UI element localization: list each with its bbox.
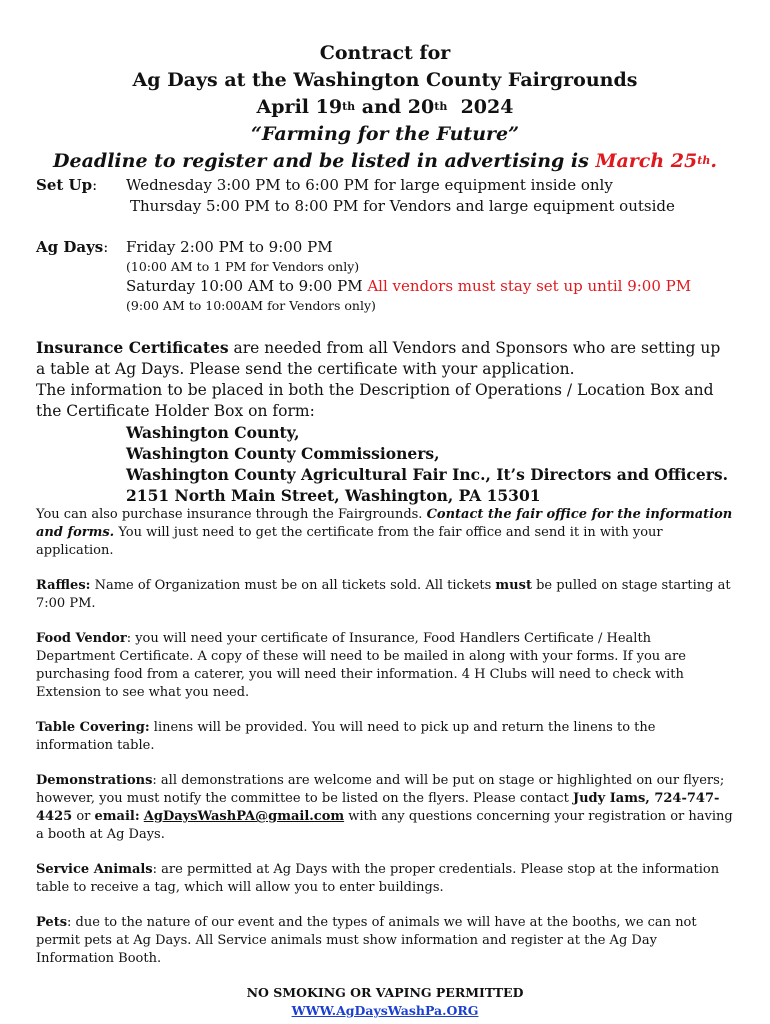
date-th-2: th: [434, 100, 448, 113]
footer: [36, 984, 734, 1020]
title-event-dates: [36, 94, 734, 121]
certificate-holder-address: [36, 422, 734, 506]
agdays-saturday: Saturday 10:00 AM to 9:00 PM All vendors must stay set up until 9:00 PM: [126, 277, 692, 295]
setup-section: [36, 175, 734, 217]
insurance-purchase: You can also purchase insurance through the Fairgrounds. Contact the fair office for the information and forms. You will just need to get the certificate from the fair office and send it in with your application.: [36, 507, 733, 558]
contact-person: Judy Iams, 724-747-4425: [36, 791, 720, 824]
address-line: Washington County Commissioners,: [126, 444, 440, 463]
vendor-warning: All vendors must stay set up until 9:00 PM: [367, 277, 692, 295]
raffles-section: Raffles: Name of Organization must be on all tickets sold. All tickets must be pulled on stage starting at 7:00 PM.: [36, 578, 731, 611]
agdays-saturday-note: (9:00 AM to 10:00AM for Vendors only): [126, 298, 376, 313]
insurance-text-1: Insurance Certificates are needed from all Vendors and Sponsors who are setting up a table at Ag Days. Please send the certificate with your application.: [36, 338, 721, 378]
deadline-line: [36, 148, 734, 175]
no-smoking-notice: NO SMOKING OR VAPING PERMITTED: [246, 985, 524, 1000]
website-link[interactable]: WWW.AgDaysWashPa.ORG: [291, 1003, 479, 1018]
event-theme: “Farming for the Future”: [250, 123, 520, 145]
address-line: Washington County Agricultural Fair Inc., It’s Directors and Officers.: [126, 465, 729, 484]
deadline-prefix: Deadline to register and be listed in advertising is: [53, 150, 596, 172]
setup-line-1: Wednesday 3:00 PM to 6:00 PM for large equipment inside only: [126, 176, 613, 194]
contact-email-link[interactable]: AgDaysWashPA@gmail.com: [143, 809, 345, 824]
date-year: 2024: [460, 96, 514, 118]
address-line: 2151 North Main Street, Washington, PA 15301: [126, 486, 541, 505]
agdays-friday-note: (10:00 AM to 1 PM for Vendors only): [126, 259, 360, 274]
agdays-friday: Friday 2:00 PM to 9:00 PM: [126, 238, 333, 256]
title-event-name: Ag Days at the Washington County Fairgrounds: [132, 69, 638, 91]
date-th-1: th: [342, 100, 356, 113]
agdays-section: [36, 237, 734, 315]
insurance-section: [36, 337, 734, 422]
deadline-date: March 25th.: [595, 150, 717, 172]
setup-label: Set Up:: [36, 176, 98, 194]
agdays-label: Ag Days:: [36, 238, 109, 256]
date-and: and 20: [355, 96, 435, 118]
demonstrations-section: Demonstrations: all demonstrations are welcome and will be put on stage or highlighted on our flyers; however, you must notify the committee to be listed on the flyers. Please contact Judy Iams, 724-747-4425 or email: AgDaysWashPA@gmail.com with any questions concerning your registration or having a booth at Ag Days.: [36, 773, 733, 842]
setup-line-2: Thursday 5:00 PM to 8:00 PM for Vendors and large equipment outside: [130, 197, 675, 215]
pets-section: Pets: due to the nature of our event and the types of animals we will have at the booths, we can not permit pets at Ag Days. All Service animals must show information and register at the Ag Day Information Booth.: [36, 915, 697, 966]
table-covering-section: Table Covering: linens will be provided. You will need to pick up and return the linens to the information table.: [36, 720, 656, 753]
insurance-text-2: The information to be placed in both the Description of Operations / Location Box and the Certificate Holder Box on form:: [36, 381, 714, 420]
date-april: April 19: [256, 96, 343, 118]
title-contract-for: Contract for: [319, 42, 451, 64]
service-animals-section: Service Animals: are permitted at Ag Days with the proper credentials. Please stop at the information table to receive a tag, which will allow you to enter buildings.: [36, 862, 720, 895]
address-line: Washington County,: [126, 423, 300, 442]
food-vendor-section: Food Vendor: you will need your certificate of Insurance, Food Handlers Certificate / Health Department Certificate. A copy of these will need to be mailed in along with your forms. If you are purchasing food from a caterer, you will need their information. 4 H Clubs will need to check with Extension to see what you need.: [36, 631, 686, 700]
